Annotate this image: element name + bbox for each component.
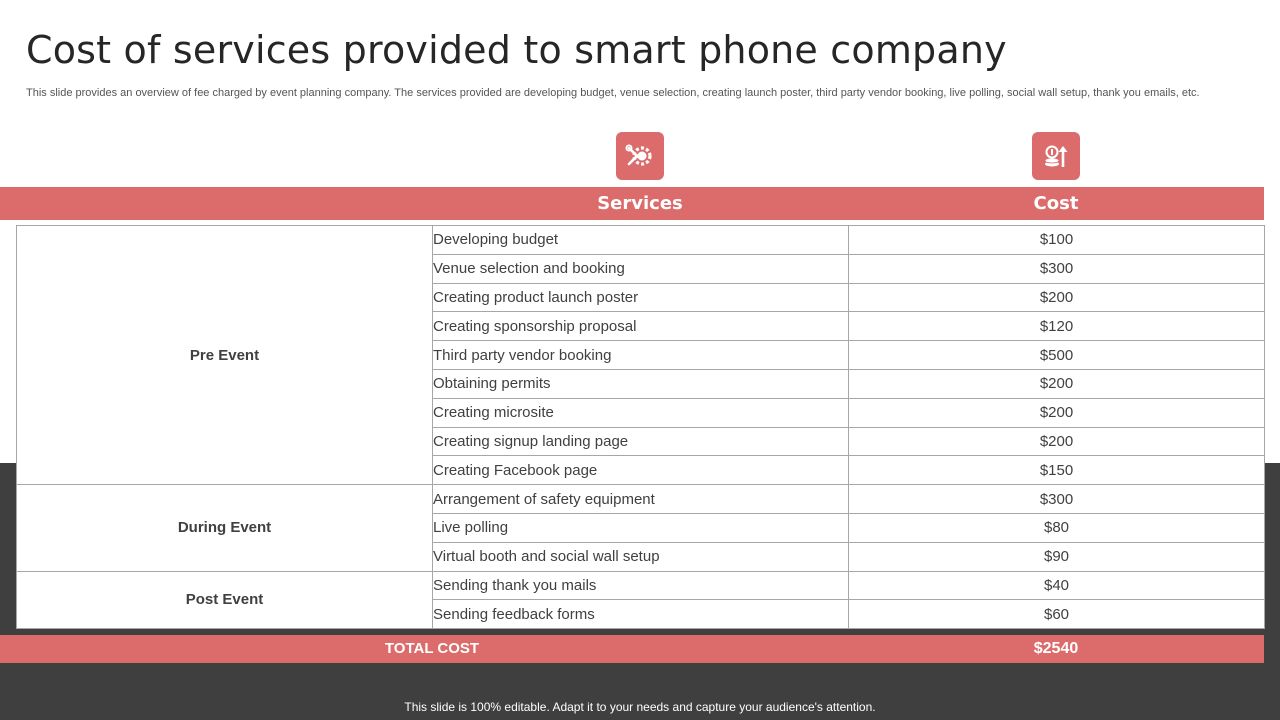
service-cell: Creating signup landing page [433, 427, 849, 456]
service-cell: Third party vendor booking [433, 341, 849, 370]
page-subtitle: This slide provides an overview of fee charged by event planning company. The services provided are developing budget, venue selection, creating launch poster, third party vendor booking, live polling, social wall setup, thank you emails, etc. [26, 87, 1200, 99]
total-cost-label: TOTAL COST [384, 640, 480, 657]
page-title: Cost of services provided to smart phone company [26, 28, 1007, 72]
cost-cell: $80 [849, 513, 1265, 542]
cost-cell: $120 [849, 312, 1265, 341]
cost-cell: $200 [849, 398, 1265, 427]
total-cost-value: $2540 [1033, 640, 1079, 657]
service-cell: Live polling [433, 513, 849, 542]
column-header-cost: Cost [1033, 193, 1079, 214]
tools-gear-icon [616, 132, 664, 180]
cost-cell: $100 [849, 226, 1265, 255]
table-header-band [0, 187, 1264, 220]
service-cell: Obtaining permits [433, 369, 849, 398]
service-cell: Creating microsite [433, 398, 849, 427]
cost-cell: $300 [849, 485, 1265, 514]
service-cell: Arrangement of safety equipment [433, 485, 849, 514]
cost-cell: $60 [849, 600, 1265, 629]
phase-label: Pre Event [17, 226, 433, 485]
cost-cell: $40 [849, 571, 1265, 600]
service-cell: Sending feedback forms [433, 600, 849, 629]
phase-label: Post Event [17, 571, 433, 629]
table-row [17, 571, 1265, 600]
service-cell: Creating Facebook page [433, 456, 849, 485]
table-row [17, 485, 1265, 514]
service-cell: Sending thank you mails [433, 571, 849, 600]
tools-gear-icon-graphic [625, 141, 655, 171]
services-cost-table [16, 225, 1265, 629]
service-cell: Venue selection and booking [433, 254, 849, 283]
money-growth-icon [1032, 132, 1080, 180]
total-cost-band [0, 635, 1264, 663]
cost-cell: $300 [849, 254, 1265, 283]
cost-cell: $200 [849, 369, 1265, 398]
table-row [17, 226, 1265, 255]
cost-cell: $90 [849, 542, 1265, 571]
footer-note: This slide is 100% editable. Adapt it to your needs and capture your audience's attention. [404, 700, 876, 714]
cost-cell: $200 [849, 283, 1265, 312]
cost-cell: $500 [849, 341, 1265, 370]
column-header-services: Services [597, 193, 683, 214]
cost-cell: $150 [849, 456, 1265, 485]
money-growth-icon-graphic [1041, 141, 1071, 171]
phase-label: During Event [17, 485, 433, 571]
service-cell: Creating product launch poster [433, 283, 849, 312]
service-cell: Developing budget [433, 226, 849, 255]
cost-cell: $200 [849, 427, 1265, 456]
service-cell: Creating sponsorship proposal [433, 312, 849, 341]
service-cell: Virtual booth and social wall setup [433, 542, 849, 571]
